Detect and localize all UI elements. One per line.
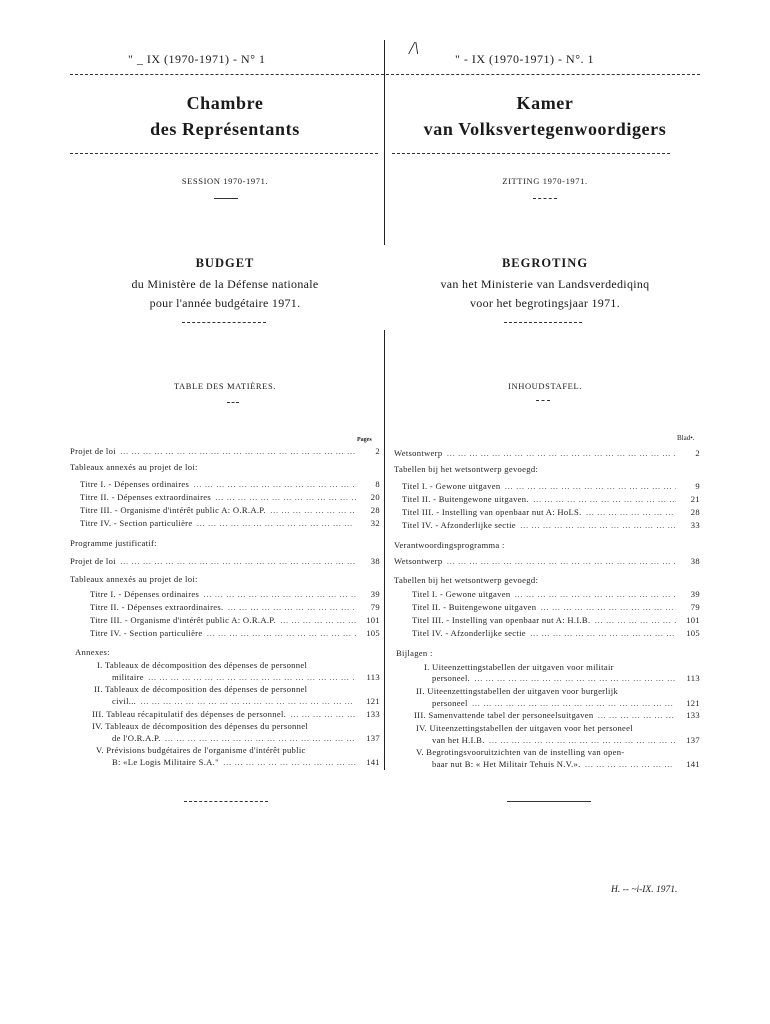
chamber-subtitle-fr: des Représentants: [150, 119, 300, 139]
chamber-rule-nl: [392, 153, 670, 154]
toc-row: III. Tableau récapitulatif des dépenses de personnel. … … … … … … … … … … … … … … … … … … … … … … … … … … … … … … … 133: [92, 709, 380, 719]
column-divider-lower: [384, 330, 385, 770]
footer-reference: H. -- ~i-IX. 1971.: [611, 885, 678, 895]
toc-heading: Tabellen bij het wetsontwerp gevoegd:: [394, 464, 539, 474]
toc-heading: Annexes:: [75, 647, 110, 657]
budget-subtitle-nl-1: van het Ministerie van Landsverdediqinq: [440, 277, 650, 291]
toc-row: Titre IV. - Section particulière … … … … … … … … … … … … … … … … … … … … … … … … … … … … … … … 32: [80, 518, 380, 528]
toc-row: Titre III. - Organisme d'intérêt public A: O.R.A.P. … … … … … … … … … … … … … … … … … … … … … … … … … … … … … … … 101: [90, 615, 380, 625]
pages-label-fr: Pages: [357, 437, 372, 443]
annex-line: IV. Uiteenzettingstabellen der uitgaven voor het personeel: [416, 723, 633, 733]
toc-row: Projet de loi … … … … … … … … … … … … … … … … … … … … … … … … … … … … … … … 2: [70, 446, 380, 456]
chamber-title-nl: Kamer: [516, 93, 574, 113]
toc-row: Titre II. - Dépenses extraordinaires. … … … … … … … … … … … … … … … … … … … … … … … … … … … … … … … 79: [90, 602, 380, 612]
session-nl: ZITTING 1970-1971.: [502, 176, 588, 186]
budget-subtitle-fr-2: pour l'année budgétaire 1971.: [149, 296, 301, 310]
annex-line: V. Begrotingsvooruitzichten van de instelling van open-: [416, 747, 625, 757]
toc-row: militaire … … … … … … … … … … … … … … … … … … … … … … … … … … … … … … … 113: [112, 672, 380, 682]
chamber-subtitle-nl: van Volksvertegenwoordigers: [423, 119, 667, 139]
toc-row: III. Samenvattende tabel der personeelsuitgaven … … … … … … … … … … … … … … … … … … … … … … … … … … … … … … … 133: [414, 710, 700, 720]
session-fr: SESSION 1970-1971.: [181, 176, 269, 186]
toc-title-nl: INHOUDSTAFEL.: [508, 381, 582, 391]
toc-rule-fr: [227, 402, 239, 403]
toc-row: Titel III. - Instelling van openbaar nut A: HoLS. … … … … … … … … … … … … … … … … … … … … … … … … … … … … … … … 28: [402, 507, 700, 517]
doc-reference-nl: " - IX (1970-1971) - N°. 1: [455, 52, 595, 66]
toc-row: B: «Le Logis Militaire S.A." … … … … … … … … … … … … … … … … … … … … … … … … … … … … … … … 141: [112, 757, 380, 767]
annex-line: I. Tableaux de décomposition des dépenses de personnel: [97, 660, 308, 670]
toc-row: personeel … … … … … … … … … … … … … … … … … … … … … … … … … … … … … … … 121: [432, 698, 700, 708]
toc-heading: Verantwoordingsprogramma :: [394, 540, 505, 550]
toc-heading: Tableaux annexés au projet de loi:: [70, 462, 198, 472]
toc-row: personeel. … … … … … … … … … … … … … … … … … … … … … … … … … … … … … … … 113: [432, 673, 700, 683]
toc-row: Titel IV. - Afzonderlijke sectie … … … … … … … … … … … … … … … … … … … … … … … … … … … … … … … 105: [412, 628, 700, 638]
end-rule-fr: [184, 801, 268, 802]
toc-row: van het H.I.B. … … … … … … … … … … … … … … … … … … … … … … … … … … … … … … … 137: [432, 735, 700, 745]
budget-title-nl: BEGROTING: [501, 256, 589, 270]
toc-row: baar nut B: « Het Militair Tehuis N.V.». … … … … … … … … … … … … … … … … … … … … … … … … … … … … … … … 141: [432, 759, 700, 769]
toc-row: Titel III. - Instelling van openbaar nut A: H.I.B. … … … … … … … … … … … … … … … … … … … … … … … … … … … … … … … 101: [412, 615, 700, 625]
pages-label-nl: Blad•.: [677, 434, 695, 442]
toc-row: Titre III. - Organisme d'intérêt public A: O.R.A.P. … … … … … … … … … … … … … … … … … … … … … … … … … … … … … … … 28: [80, 505, 380, 515]
chamber-title-fr: Chambre: [186, 93, 264, 113]
budget-title-fr: BUDGET: [195, 256, 255, 270]
toc-row: de l'O.R.A.P. … … … … … … … … … … … … … … … … … … … … … … … … … … … … … … … 137: [112, 733, 380, 743]
toc-heading: Programme justificatif:: [70, 538, 157, 548]
budget-rule-fr: [182, 322, 266, 323]
toc-row: Titre I. - Dépenses ordinaires … … … … … … … … … … … … … … … … … … … … … … … … … … … … … … … 39: [90, 589, 380, 599]
handwritten-mark: /\: [409, 38, 420, 58]
annex-line: IV. Tableaux de décomposition des dépenses du personnel: [92, 721, 309, 731]
budget-rule-nl: [504, 322, 582, 323]
toc-row: civil... … … … … … … … … … … … … … … … … … … … … … … … … … … … … … … … 121: [112, 696, 380, 706]
toc-row: Titre IV. - Section particulière … … … … … … … … … … … … … … … … … … … … … … … … … … … … … … … 105: [90, 628, 380, 638]
toc-row: Titel I. - Gewone uitgaven … … … … … … … … … … … … … … … … … … … … … … … … … … … … … … … 9: [402, 481, 700, 491]
toc-heading: Tabellen bij het wetsontwerp gevoegd:: [394, 575, 539, 585]
toc-row: Projet de loi … … … … … … … … … … … … … … … … … … … … … … … … … … … … … … … 38: [70, 556, 380, 566]
annex-line: II. Uiteenzettingstabellen der uitgaven voor burgerlijk: [416, 686, 618, 696]
toc-row: Titel II. - Buitengewone uitgaven. … … … … … … … … … … … … … … … … … … … … … … … … … … … … … … … 21: [402, 494, 700, 504]
toc-row: Wetsontwerp … … … … … … … … … … … … … … … … … … … … … … … … … … … … … … … 2: [394, 448, 700, 458]
toc-row: Titre II. - Dépenses extraordinaires … … … … … … … … … … … … … … … … … … … … … … … … … … … … … … … 20: [80, 492, 380, 502]
toc-rule-nl: [536, 400, 550, 401]
end-rule-nl: [507, 801, 591, 802]
annex-line: II. Tableaux de décomposition des dépenses de personnel: [94, 684, 308, 694]
toc-row: Titel I. - Gewone uitgaven … … … … … … … … … … … … … … … … … … … … … … … … … … … … … … … 39: [412, 589, 700, 599]
annex-line: V. Prévisions budgétaires de l'organisme d'intérêt public: [96, 745, 306, 755]
toc-row: Titel IV. - Afzonderlijke sectie … … … … … … … … … … … … … … … … … … … … … … … … … … … … … … … 33: [402, 520, 700, 530]
session-rule-fr: [214, 198, 238, 199]
toc-row: Wetsontwerp … … … … … … … … … … … … … … … … … … … … … … … … … … … … … … … 38: [394, 556, 700, 566]
budget-subtitle-nl-2: voor het begrotingsjaar 1971.: [470, 296, 620, 310]
toc-title-fr: TABLE DES MATIÈRES.: [173, 381, 277, 391]
toc-row: Titre I. - Dépenses ordinaires … … … … … … … … … … … … … … … … … … … … … … … … … … … … … … … 8: [80, 479, 380, 489]
toc-heading: Bijlagen :: [396, 648, 433, 658]
chamber-rule-fr: [70, 153, 378, 154]
toc-row: Titel II. - Buitengewone uitgaven … … … … … … … … … … … … … … … … … … … … … … … … … … … … … … … 79: [412, 602, 700, 612]
doc-reference-fr: " _ IX (1970-1971) - N° 1: [128, 52, 266, 66]
budget-subtitle-fr-1: du Ministère de la Défense nationale: [131, 277, 319, 291]
session-rule-nl: [533, 198, 557, 199]
header-rule: [70, 74, 700, 75]
toc-heading: Tableaux annexés au projet de loi:: [70, 574, 198, 584]
annex-line: I. Uiteenzettingstabellen der uitgaven voor militair: [424, 662, 614, 672]
column-divider: [384, 40, 385, 245]
